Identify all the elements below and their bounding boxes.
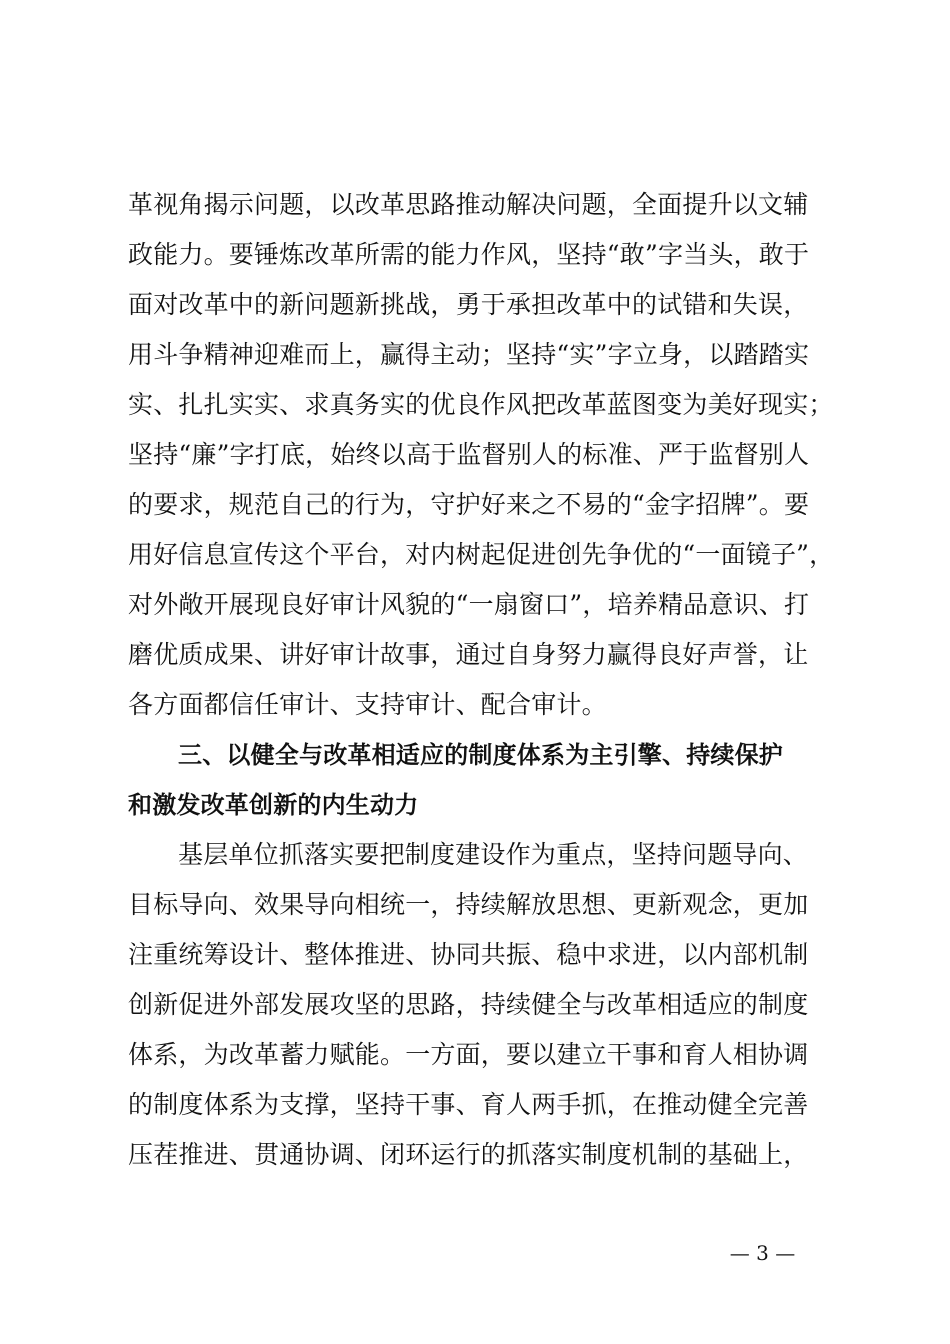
paragraph-text-line: 注重统筹设计、整体推进、协同共振、稳中求进，以内部机制 xyxy=(128,940,809,969)
paragraph-text-line: 的制度体系为支撑，坚持干事、育人两手抓，在推动健全完善 xyxy=(128,1090,809,1119)
body-text-line: 磨优质成果、讲好审计故事，通过自身努力赢得良好声誉，让 xyxy=(128,640,809,669)
body-text-line: 用斗争精神迎难而上，赢得主动；坚持“实”字立身，以踏踏实 xyxy=(128,340,810,369)
section-heading-line: 和激发改革创新的内生动力 xyxy=(128,791,419,819)
body-text-line: 对外敞开展现良好审计风貌的“一扇窗口”，培养精品意识、打 xyxy=(128,590,810,619)
page-number: — 3 — xyxy=(729,1241,796,1265)
body-text-line: 政能力。要锤炼改革所需的能力作风，坚持“敢”字当头，敢于 xyxy=(128,240,810,269)
body-text-line: 各方面都信任审计、支持审计、配合审计。 xyxy=(128,690,607,719)
paragraph-text-line: 压茬推进、贯通协调、闭环运行的抓落实制度机制的基础上， xyxy=(128,1140,809,1169)
body-text-line: 实、扎扎实实、求真务实的优良作风把改革蓝图变为美好现实； xyxy=(128,390,834,419)
body-text-line: 的要求，规范自己的行为，守护好来之不易的“金字招牌”。要 xyxy=(128,490,810,519)
section-heading-line: 三、以健全与改革相适应的制度体系为主引擎、持续保护 xyxy=(178,741,783,769)
body-text-line: 面对改革中的新问题新挑战，勇于承担改革中的试错和失误， xyxy=(128,290,809,319)
body-text-line: 革视角揭示问题，以改革思路推动解决问题，全面提升以文辅 xyxy=(128,190,809,219)
paragraph-text-line: 创新促进外部发展攻坚的思路，持续健全与改革相适应的制度 xyxy=(128,990,809,1019)
body-text-line: 坚持“廉”字打底，始终以高于监督别人的标准、严于监督别人 xyxy=(128,440,810,469)
paragraph-text-line: 目标导向、效果导向相统一，持续解放思想、更新观念，更加 xyxy=(128,890,809,919)
paragraph-text-line: 基层单位抓落实要把制度建设作为重点，坚持问题导向、 xyxy=(178,840,809,869)
paragraph-text-line: 体系，为改革蓄力赋能。一方面，要以建立干事和育人相协调 xyxy=(128,1040,809,1069)
body-text-line: 用好信息宣传这个平台，对内树起促进创先争优的“一面镜子”， xyxy=(128,540,835,569)
